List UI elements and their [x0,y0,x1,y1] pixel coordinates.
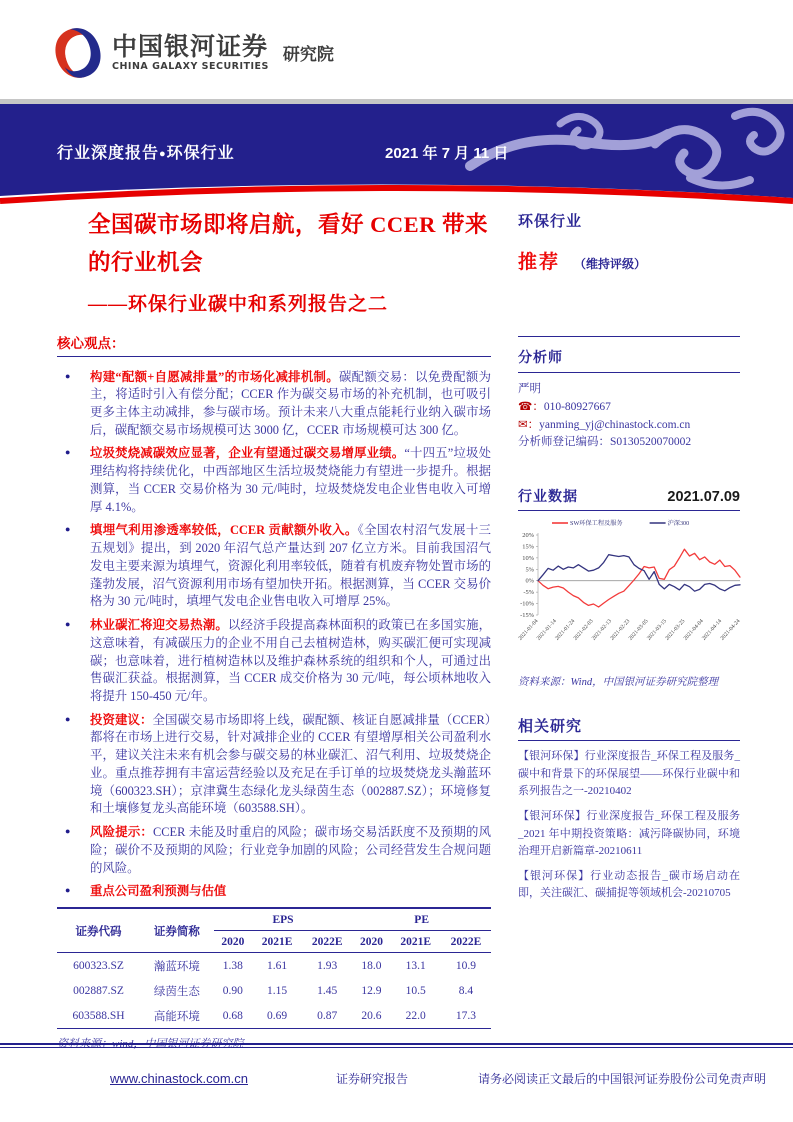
masthead [52,24,334,82]
galaxy-logo-icon [52,24,104,82]
table-cell: 1.61 [267,959,288,972]
svg-text:10%: 10% [522,555,534,563]
core-views-heading: 核心观点： [57,335,125,351]
bullet-lead: 构建“配额+自愿减排量”的市场化减排机制。 [90,369,339,384]
table-cell: 1.93 [317,959,338,972]
svg-text:2021-03-05: 2021-03-05 [627,618,650,642]
core-views-rule [57,356,491,357]
table-cell: 高能环境 [153,1010,200,1023]
core-view-item [57,617,491,706]
sidebar-divider [518,336,740,337]
core-views-list [57,369,491,902]
banner-dot: ● [159,148,167,160]
svg-text:-15%: -15% [520,612,534,620]
table-cell: 1.45 [317,984,338,997]
analyst-email[interactable]: yanming_yj@chinastock.com.cn [539,418,691,431]
table-cell: 603588.SH [72,1009,125,1022]
core-view-item [57,522,491,611]
industry-data-header [518,486,740,511]
table-col-name: 证券简称 [153,925,200,938]
svg-text:2021-02-03: 2021-02-03 [572,618,595,642]
bullet-lead: 重点公司盈利预测与估值 [90,884,227,899]
table-cell: 8.4 [458,984,474,997]
valuation-table [57,907,491,1029]
footer-rule-thick [0,1043,793,1045]
svg-text:2021-02-23: 2021-02-23 [609,618,632,642]
logo-text [112,34,269,73]
footer-url-link[interactable]: www.chinastock.com.cn [110,1071,248,1086]
related-research-item[interactable]: 【银河环保】行业动态报告_碳市场启动在即，关注碳汇、碳捕捉等领域机会-20210705 [518,869,740,900]
report-title: 全国碳市场即将启航，看好 CCER 带来的行业机会 [88,212,489,276]
table-row [57,1003,491,1029]
bullet-body: CCER 未能及时重启的风险；碳市场交易活跃度不及预期的风险；碳价不及预期的风险；行业竞争加剧的风险；公司经营发生合规问题的风险。 [90,825,491,875]
table-source-note: 资料来源：wind，中国银河证券研究院 [57,1038,244,1051]
phone-icon: ☎： [518,400,544,413]
table-col-code: 证券代码 [75,925,122,938]
core-view-item [57,883,491,901]
table-cell: 13.1 [405,959,426,972]
bullet-body: “十四五”垃圾处理结构将持续优化，中西部地区生活垃圾焚烧能力有望进一步提升。根据测算，当 CCER 交易价格为 30 元/吨时，垃圾焚烧发电企业售电收入可增厚 4.1%。 [90,446,492,514]
rating-badge: 推荐 [518,252,561,273]
sidebar [518,210,740,903]
analyst-email-row[interactable] [518,417,740,435]
industry-data-heading: 行业数据 [518,490,578,506]
related-research-list [518,748,740,903]
table-cell: 0.90 [222,984,243,997]
bullet-lead: 垃圾焚烧减碳效应显著，企业有望通过碳交易增厚业绩。 [90,446,405,461]
table-cell: 20.6 [361,1009,382,1022]
table-cell: 1.15 [267,984,288,997]
svg-text:沪深300: 沪深300 [667,520,690,528]
table-group-eps: EPS [214,908,353,931]
related-research-item[interactable]: 【银河环保】行业深度报告_环保工程及服务_碳中和背景下的环保展望——环保行业碳中和系列报告之一-20210402 [518,750,740,798]
table-cell: 18.0 [361,959,382,972]
svg-text:15%: 15% [522,543,534,551]
bullet-body: 全国碳交易市场即将上线，碳配额、核证自愿减排量（CCER）都将在市场上进行交易，针对减排企业的 CCER 有望增厚相关公司盈利水平，建议关注未来有机会参与碳交易的林业碳汇、沼气利用、垃圾焚烧企业。重点推荐拥有丰富运营经验以及充足在手订单的垃圾焚烧龙头瀚蓝环境（600323.SH）；京津冀生态绿化龙头绿茵生态（002887.SZ）；环境修复和土壤修复龙头高能环境（603588.SH）。 [90,712,492,816]
table-group-pe: PE [352,908,491,931]
footer [0,1043,793,1087]
table-subheader: 2022E [311,935,343,948]
svg-text:2021-01-24: 2021-01-24 [554,618,577,642]
table-cell: 瀚蓝环境 [153,960,200,973]
footer-report-type: 证券研究报告 [336,1072,409,1086]
svg-text:5%: 5% [525,566,534,574]
bullet-body: 以经济手段提高森林面积的政策已在多国实施，这意味着，有减碳压力的企业不用自己去植树造林，购买碳汇便可实现减碳；也意味着，进行植树造林以及维护森林系统的组织和个人，可通过出售碳汇获益。根据测算，当 CCER 成交价格为 30 元/吨，每公顷林地收入将提升 150-450 元/年。 [90,618,492,703]
svg-text:2021-04-04: 2021-04-04 [682,618,705,642]
industry-data-date: 2021.07.09 [667,489,740,506]
svg-text:0%: 0% [525,577,534,585]
analyst-phone: 010-80927667 [543,400,611,413]
svg-text:2021-03-25: 2021-03-25 [664,618,687,642]
institute-label: 研究院 [282,45,334,65]
core-view-item [57,712,491,818]
main-column [57,206,491,1051]
reg-label: 分析师登记编码： [518,436,610,449]
footer-disclaimer: 请务必阅读正文最后的中国银河证券股份公司免责声明 [478,1072,767,1086]
analyst-heading: 分析师 [518,347,740,373]
table-cell: 002887.SZ [73,984,124,997]
banner [0,104,793,216]
svg-text:2021-04-14: 2021-04-14 [701,618,724,642]
bullet-lead: 投资建议： [90,712,153,727]
table-cell: 0.68 [222,1009,243,1022]
bullet-lead: 林业碳汇将迎交易热潮。 [90,618,228,633]
core-view-item [57,445,491,516]
bullet-body: 碳配额交易：以免费配额为主，将适时引入有偿分配；CCER 作为碳交易市场的补充机制，也可吸引更多主体主动减排，参与碳市场。预计未来八大重点能耗行业纳入碳市场后，碳配额交易市场规模可达 3000 亿，CCER 市场规模可达 300 亿。 [90,369,492,437]
bullet-lead: 填埋气利用渗透率较低，CCER 贡献额外收入。 [90,523,358,538]
table-subheader: 2022E [450,935,482,948]
table-cell: 10.5 [405,984,426,997]
svg-text:-10%: -10% [520,600,534,608]
analyst-phone-row [518,399,740,417]
table-row [57,953,491,979]
reg-code: S0130520070002 [610,436,692,449]
svg-text:2021-01-04: 2021-01-04 [517,618,540,642]
svg-text:2021-01-14: 2021-01-14 [535,618,558,642]
bullet-lead: 风险提示： [90,825,154,840]
svg-text:20%: 20% [522,532,534,540]
core-view-item [57,369,491,440]
core-view-item [57,824,491,877]
footer-row [0,1070,793,1087]
table-cell: 22.0 [405,1009,426,1022]
footer-rule-thin [0,1047,793,1048]
company-name-en: CHINA GALAXY SECURITIES [112,61,269,73]
table-cell: 12.9 [361,984,382,997]
svg-text:-5%: -5% [523,589,534,597]
table-subheader: 2020 [359,935,383,948]
table-subheader: 2021E [261,935,293,948]
banner-report-type [57,140,235,163]
related-research-heading: 相关研究 [518,715,740,741]
analyst-name: 严明 [518,383,541,395]
bullet-body: 《全国农村沼气发展十三五规划》提出，到 2020 年沼气总产量达到 207 亿立方米。目前我国沼气发电主要来源为填埋气，资源化利用率较低，随着有机废弃物处置市场的蓬勃发展，沼气资源利用市场有望加快开拓。根据测算，当 CCER 交易价格为 30 元/吨时，填埋气发电企业售电收入可增厚 25%。 [90,523,491,609]
svg-text:2021-03-15: 2021-03-15 [646,618,669,642]
analyst-info [518,381,740,452]
table-cell: 17.3 [455,1009,476,1022]
table-subheader: 2020 [221,935,245,948]
table-subheader: 2021E [400,935,432,948]
email-icon: ✉： [518,418,540,431]
banner-date: 2021 年 7 月 11 日 [385,145,509,162]
rating-row [518,247,740,274]
sidebar-industry-label: 环保行业 [518,214,583,230]
svg-text:2021-02-13: 2021-02-13 [591,618,613,642]
rating-note: （维持评级） [574,257,647,271]
table-cell: 0.69 [267,1009,288,1022]
related-research-item[interactable]: 【银河环保】行业深度报告_环保工程及服务_2021 年中期投资策略：减污降碳协同，环境治理开启新篇章-20210611 [518,810,740,858]
table-cell: 1.38 [222,959,243,972]
report-subtitle: ——环保行业碳中和系列报告之二 [88,293,389,315]
table-cell: 600323.SZ [73,959,124,972]
industry-chart-svg [508,515,750,667]
table-cell: 10.9 [455,959,476,972]
table-cell: 绿茵生态 [153,985,200,998]
industry-chart [508,515,750,672]
banner-industry-label: 环保行业 [166,145,235,162]
analyst-reg-row [518,434,740,452]
chart-source-note: 资料来源：Wind，中国银河证券研究院整理 [518,677,719,689]
svg-text:SW环保工程及服务: SW环保工程及服务 [570,520,623,528]
svg-text:2021-04-24: 2021-04-24 [719,618,742,642]
company-name-cn: 中国银河证券 [112,32,269,61]
table-cell: 0.87 [317,1009,338,1022]
report-type-label: 行业深度报告 [57,145,160,162]
table-row [57,978,491,1003]
